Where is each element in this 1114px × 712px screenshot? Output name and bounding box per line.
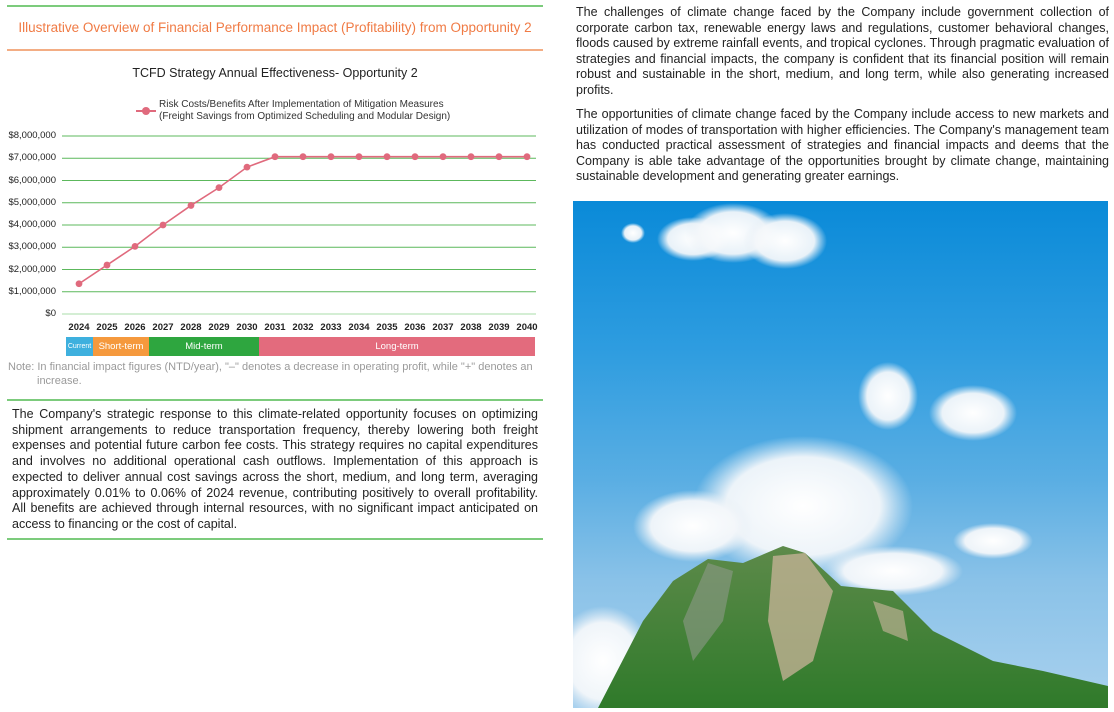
chart-note: Note: In financial impact figures (NTD/year), "–" denotes a decrease in operating profit, while "+" denotes an increase. [8,361,533,387]
data-point [244,164,251,171]
data-point [188,202,195,209]
data-point [440,153,447,160]
band-current: Current [66,337,93,356]
data-point [524,153,531,160]
challenges-paragraph: The challenges of climate change faced by the Company include government collection of corporate carbon tax, renewable energy laws and regulations, customer behavioral changes, floods caused by extreme rainfall events, and tropical cyclones. Through pragmatic evaluation of strategies and financial impacts, the company is confident that its financial position will remain robust and sustainable in the short, medium, and long term, while also generating increased profits. [576,5,1109,97]
legend-label: Risk Costs/Benefits After Implementation of Mitigation Measures (Freight Savings from Optimized Scheduling and Modular Design) [159,99,451,122]
data-point [300,153,307,160]
y-tick-label: $3,000,000 [8,241,56,253]
y-tick-label: $2,000,000 [8,263,56,275]
x-tick-label: 2040 [516,322,538,333]
data-point [496,153,503,160]
x-tick-label: 2029 [208,322,230,333]
body-top-divider [7,399,543,401]
y-tick-label: $4,000,000 [8,219,56,230]
body-bottom-divider [7,538,543,540]
data-point [328,153,335,160]
data-point [216,184,223,191]
x-tick-label: 2033 [320,322,342,333]
data-point [468,153,475,160]
mountain-landscape-image [573,201,1108,708]
x-tick-label: 2039 [488,322,510,333]
x-tick-label: 2025 [96,322,118,333]
x-tick-label: 2030 [236,322,258,333]
y-tick-label: $6,000,000 [8,174,56,186]
y-tick-label: $5,000,000 [8,196,56,208]
band-mid-term: Mid-term [149,337,259,356]
x-tick-label: 2036 [404,322,426,333]
data-point [104,262,111,269]
band-short-term: Short-term [93,337,149,356]
data-point [384,153,391,160]
chart-title: TCFD Strategy Annual Effectiveness- Opportunity 2 [132,66,418,80]
opportunities-paragraph: The opportunities of climate change faced by the Company include access to new markets and utilization of modes of transportation with higher efficiencies. The Company's management team has conducted practical assessment of strategies and financial impacts and deems that the Company is able take advantage of the opportunities brought by climate change, maintaining sustainable development and generating greater earnings. [576,107,1109,184]
section-title: Illustrative Overview of Financial Performance Impact (Profitability) from Opportunity 2 [18,20,532,35]
y-tick-label: $7,000,000 [8,152,56,164]
y-tick-label: $1,000,000 [8,285,56,297]
x-tick-label: 2038 [460,322,482,333]
x-tick-label: 2032 [292,322,314,333]
data-point [356,153,363,160]
y-tick-label: $8,000,000 [8,130,56,141]
y-tick-label: $0 [45,308,56,319]
x-tick-label: 2024 [68,322,90,333]
line-chart [0,0,545,330]
x-tick-label: 2026 [124,322,146,333]
data-point [76,280,83,287]
data-point [412,153,419,160]
left-column [0,0,545,712]
x-tick-label: 2028 [180,322,202,333]
x-tick-label: 2027 [152,322,174,333]
x-tick-label: 2037 [432,322,454,333]
x-tick-label: 2034 [348,322,370,333]
band-long-term: Long-term [259,337,535,356]
strategy-paragraph: The Company's strategic response to this climate-related opportunity focuses on optimizing shipment arrangements to reduce transportation frequency, thereby lowering both freight expenses and potential future carbon fee costs. This strategy requires no capital expenditures and involves no additional operational cash outflows. Implementation of this approach is expected to deliver annual cost savings across the short, medium, and long term, averaging approximately 0.01% to 0.06% of 2024 revenue, contributing positively to overall profitability. All benefits are achieved through internal resources, with no significant impact anticipated on access to financing or the cost of capital. [12,407,538,531]
data-point [272,153,279,160]
x-tick-label: 2031 [264,322,286,333]
data-point [160,222,167,229]
mountain-photo [573,201,1108,708]
x-tick-label: 2035 [376,322,398,333]
data-point [132,243,139,250]
